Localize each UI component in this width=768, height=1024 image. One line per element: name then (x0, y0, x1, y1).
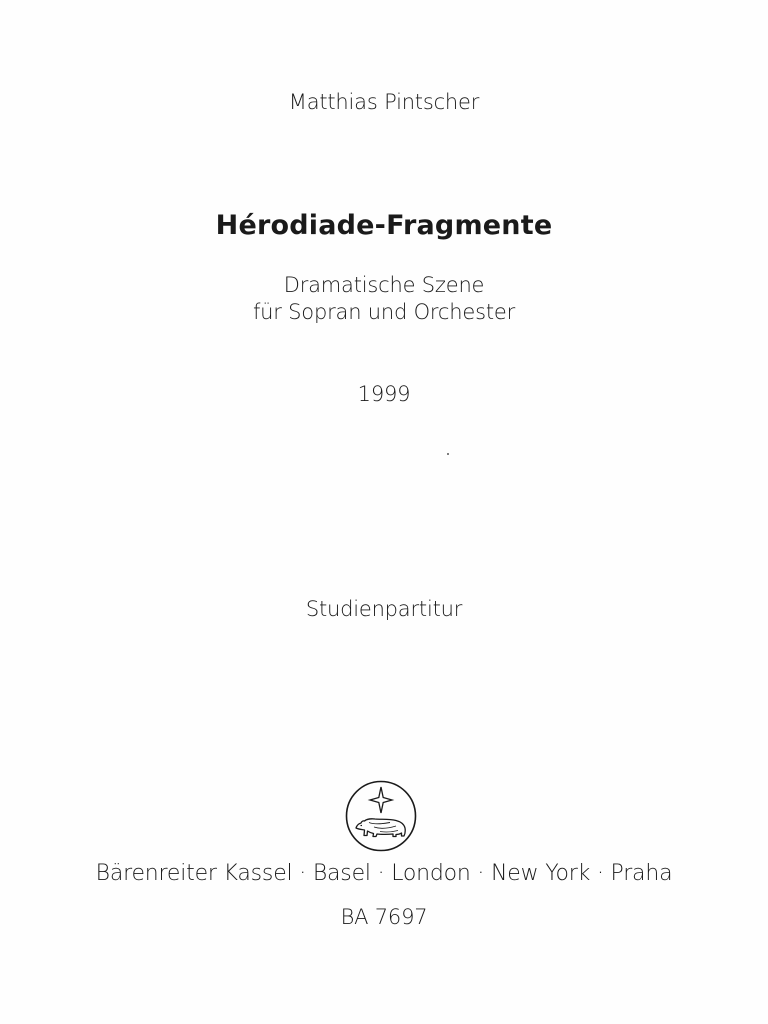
work-title: Hérodiade-Fragmente (215, 210, 553, 241)
publisher-cities: Bärenreiter Kassel · Basel · London · New York · Praha (95, 861, 673, 886)
subtitle-line-2: für Sopran und Orchester (252, 300, 516, 324)
paper-speck (447, 453, 449, 455)
baerenreiter-bear-star-logo-icon (344, 779, 418, 853)
catalog-number: BA 7697 (340, 905, 428, 929)
edition-type: Studienpartitur (305, 597, 463, 621)
composer-name: Matthias Pintscher (288, 90, 480, 114)
subtitle-line-1: Dramatische Szene (283, 273, 485, 297)
composition-year: 1999 (357, 382, 411, 406)
